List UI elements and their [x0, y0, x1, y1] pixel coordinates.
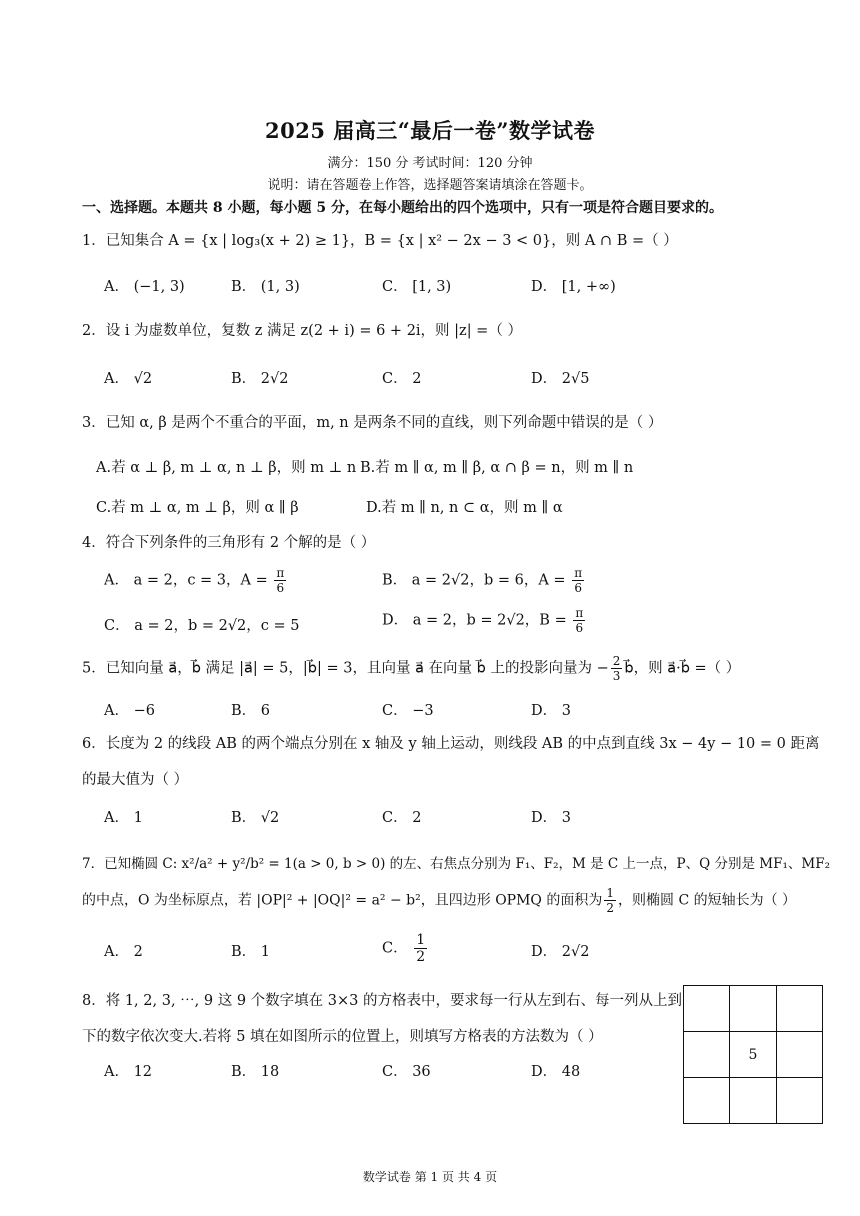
q5-option-a: A． −6 — [104, 703, 155, 719]
question-2-stem: 2．设 i 为虚数单位，复数 z 满足 z(2 + i) = 6 + 2i，则 |z| =（ ） — [82, 323, 522, 339]
frac-numerator: 1 — [416, 932, 426, 948]
question-6-line-1: 6．长度为 2 的线段 AB 的两个端点分别在 x 轴及 y 轴上运动，则线段 AB 的中点到直线 3x − 4y − 10 = 0 距离 — [82, 736, 820, 752]
fraction-pi-over-6 — [572, 566, 584, 595]
frac-denominator: 6 — [276, 581, 285, 595]
frac-denominator: 6 — [575, 621, 584, 635]
q4-option-b — [382, 566, 586, 595]
q7-line-2-part-2: ，则椭圆 C 的短轴长为（ ） — [618, 892, 797, 909]
q8-option-d: D． 48 — [531, 1064, 581, 1080]
q6-option-b: B． √2 — [231, 810, 280, 826]
grid-cell — [684, 1032, 730, 1078]
question-8-line-2: 下的数字依次变大.若将 5 填在如图所示的位置上，则填写方格表的方法数为（ ） — [82, 1029, 603, 1045]
question-4-stem: 4．符合下列条件的三角形有 2 个解的是（ ） — [82, 535, 376, 551]
grid-cell — [684, 986, 730, 1032]
fraction-pi-over-6 — [573, 606, 585, 635]
frac-numerator: π — [574, 566, 583, 580]
q7-option-d: D． 2√2 — [531, 944, 590, 960]
frac-numerator: π — [276, 566, 285, 580]
q3-option-b: B.若 m ∥ α, m ∥ β, α ∩ β = n，则 m ∥ n — [360, 460, 634, 476]
grid-row — [684, 986, 823, 1032]
question-1-stem: 1．已知集合 A = {x | log₃(x + 2) ≥ 1}，B = {x | x² − 2x − 3 < 0}，则 A ∩ B =（ ） — [82, 233, 678, 249]
grid-row — [684, 1032, 823, 1078]
q7-option-c-label: C． — [382, 940, 408, 957]
question-7-line-2 — [82, 886, 796, 915]
q1-option-d: D． [1, +∞) — [531, 279, 616, 295]
question-7-line-1: 7．已知椭圆 C: x²/a² + y²/b² = 1(a > 0, b > 0) 的左、右焦点分别为 F₁、F₂，M 是 C 上一点，P、Q 分别是 MF₁、MF₂ — [82, 856, 830, 872]
grid-cell — [776, 1032, 822, 1078]
frac-denominator: 6 — [574, 581, 582, 595]
q3-option-c: C.若 m ⊥ α, m ⊥ β，则 α ∥ β — [96, 500, 299, 516]
q4-option-d-text: D． a = 2，b = 2√2，B = — [382, 612, 567, 629]
q1-option-a: A． (−1, 3) — [104, 279, 185, 295]
frac-numerator: 2 — [612, 654, 621, 668]
grid-row — [684, 1078, 823, 1124]
grid-cell — [684, 1078, 730, 1124]
page-footer: 数学试卷 第 1 页 共 4 页 — [362, 1170, 498, 1184]
q5-stem-part-2: b⃗，则 a⃗·b⃗ =（ ） — [624, 660, 741, 677]
q5-option-c: C． −3 — [382, 703, 434, 719]
q4-option-a-text: A． a = 2，c = 3，A = — [104, 572, 268, 589]
q1-option-b: B． (1, 3) — [231, 279, 300, 295]
grid-cell — [776, 1078, 822, 1124]
exam-meta-line: 满分：150 分 考试时间：120 分钟 — [327, 156, 533, 171]
frac-denominator: 3 — [612, 669, 621, 683]
q5-option-d: D． 3 — [531, 703, 571, 719]
section-header: 一、选择题。本题共 8 小题，每小题 5 分，在每小题给出的四个选项中，只有一项是符合题目要求的。 — [82, 200, 723, 216]
q7-line-2-part-1: 的中点，O 为坐标原点，若 |OP|² + |OQ|² = a² − b²，且四边形 OPMQ 的面积为 — [82, 892, 603, 909]
q4-option-c: C． a = 2，b = 2√2，c = 5 — [104, 618, 300, 634]
q5-stem-part-1: 5．已知向量 a⃗，b⃗ 满足 |a⃗| = 5，|b⃗| = 3，且向量 a⃗ 在向量 b⃗ 上的投影向量为 − — [82, 660, 609, 677]
number-grid-3x3 — [683, 985, 823, 1124]
q8-option-a: A． 12 — [104, 1064, 153, 1080]
question-3-stem: 3．已知 α, β 是两个不重合的平面，m, n 是两条不同的直线，则下列命题中错误的是（ ） — [82, 415, 663, 431]
q2-option-c: C． 2 — [382, 371, 422, 387]
fraction-two-thirds — [611, 654, 623, 683]
q2-option-d: D． 2√5 — [531, 371, 590, 387]
exam-note-line: 说明：请在答题卷上作答，选择题答案请填涂在答题卡。 — [267, 178, 593, 193]
q7-option-b: B． 1 — [231, 944, 270, 960]
frac-denominator: 2 — [416, 949, 426, 965]
q6-option-d: D． 3 — [531, 810, 571, 826]
q5-option-b: B． 6 — [231, 703, 270, 719]
q2-option-a: A． √2 — [104, 371, 153, 387]
q2-option-b: B． 2√2 — [231, 371, 289, 387]
frac-numerator: π — [575, 606, 584, 620]
frac-denominator: 2 — [606, 901, 614, 915]
fraction-pi-over-6 — [274, 566, 286, 595]
grid-cell — [730, 986, 776, 1032]
q8-option-c: C． 36 — [382, 1064, 431, 1080]
q7-option-c — [382, 932, 429, 965]
q4-option-a — [104, 566, 288, 595]
q7-option-a: A． 2 — [104, 944, 143, 960]
grid-cell-value: 5 — [730, 1032, 776, 1078]
q3-option-d: D.若 m ∥ n, n ⊂ α，则 m ∥ α — [366, 500, 563, 516]
q8-option-b: B． 18 — [231, 1064, 280, 1080]
fraction-one-half — [604, 886, 616, 915]
q4-option-b-text: B． a = 2√2，b = 6，A = — [382, 572, 566, 589]
question-8-line-1: 8．将 1, 2, 3, ⋯, 9 这 9 个数字填在 3×3 的方格表中，要求每一行从左到右、每一列从上到 — [82, 993, 682, 1009]
q4-option-d — [382, 606, 587, 635]
frac-numerator: 1 — [606, 886, 614, 900]
question-6-line-2: 的最大值为（ ） — [82, 772, 189, 788]
q3-option-a: A.若 α ⊥ β, m ⊥ α, n ⊥ β，则 m ⊥ n — [96, 460, 357, 476]
q6-option-c: C． 2 — [382, 810, 422, 826]
question-5-stem — [82, 654, 740, 683]
exam-title: 2025 届高三“最后一卷”数学试卷 — [265, 118, 595, 143]
fraction-one-half — [414, 932, 427, 965]
grid-cell — [776, 986, 822, 1032]
q6-option-a: A． 1 — [104, 810, 143, 826]
q1-option-c: C． [1, 3) — [382, 279, 452, 295]
grid-cell — [730, 1078, 776, 1124]
